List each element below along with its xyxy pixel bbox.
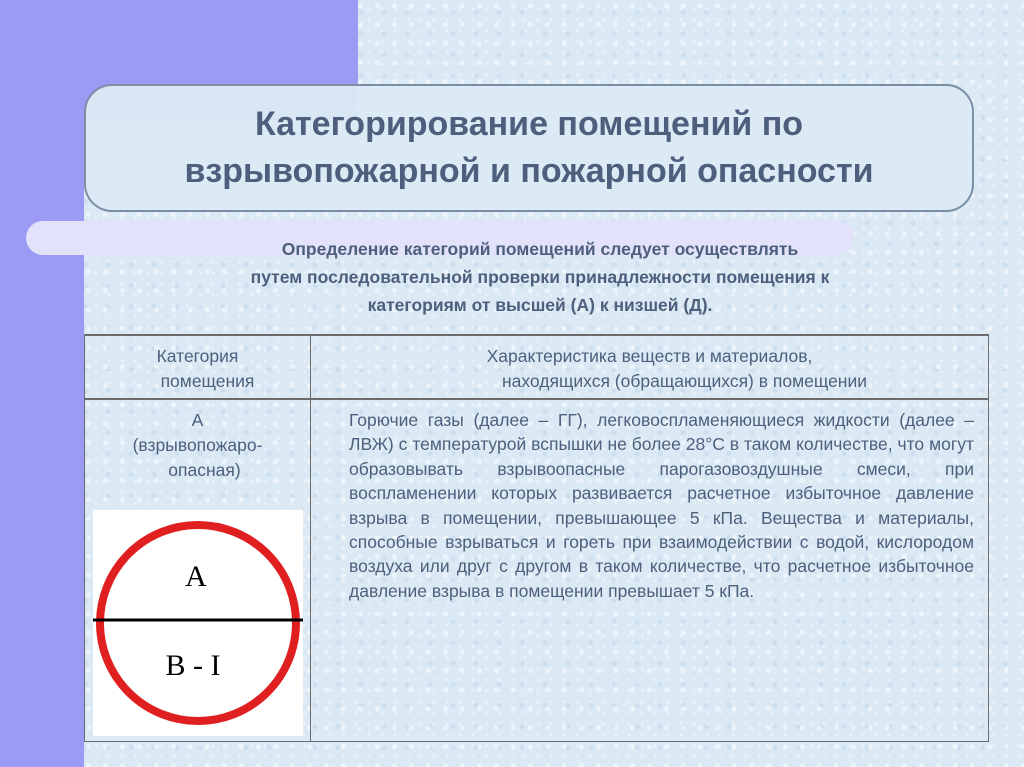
slide-title — [184, 101, 873, 195]
slide-title-line-1: Категорирование помещений по — [254, 105, 804, 143]
header-category-line-1: Категория — [156, 346, 239, 366]
category-letter: А — [191, 410, 204, 430]
sign-bottom-label: В - I — [165, 649, 221, 682]
intro-line-3: категориям от высшей (А) к низшей (Д). — [367, 295, 713, 315]
header-category-line-2: помещения — [160, 371, 255, 391]
category-subtitle-line-1: (взрывопожаро- — [132, 435, 263, 455]
category-circle-icon — [93, 510, 303, 736]
left-decor-band — [0, 0, 84, 767]
sign-circle — [100, 525, 296, 721]
category-table — [84, 334, 989, 742]
sign-top-label: А — [185, 560, 207, 593]
table-row — [85, 399, 989, 742]
intro-line-1: Определение категорий помещений следует осуществлять — [281, 239, 799, 259]
slide-title-line-2: взрывопожарной и пожарной опасности — [184, 152, 874, 190]
header-desc-line-2: находящихся (обращающихся) в помещении — [501, 371, 868, 391]
category-subtitle — [85, 433, 310, 483]
header-description — [311, 335, 989, 399]
category-sign-diagram — [93, 510, 303, 736]
intro-text — [120, 235, 960, 319]
category-cell — [85, 399, 311, 742]
category-subtitle-line-2: опасная) — [168, 460, 241, 480]
description-text: Горючие газы (далее – ГГ), легковоспламеняющиеся жидкости (далее – ЛВЖ) с температурой вспышки не более 28°С в таком количестве, что могут образовывать взрывоопасные парогазовоздушные смеси, при воспламенении которых развивается расчетное избыточное давление взрыва в помещении, превышающее 5 кПа. Вещества и материалы, способные взрываться и гореть при взаимодействии с водой, кислородом воздуха или друг с другом в таком количестве, что расчетное избыточное давление взрыва в помещении превышает 5 кПа. — [349, 410, 974, 601]
title-box — [84, 84, 974, 212]
header-desc-line-1: Характеристика веществ и материалов, — [486, 346, 813, 366]
table-header-row — [85, 335, 989, 399]
description-cell — [311, 399, 989, 742]
header-category — [85, 335, 311, 399]
intro-line-2: путем последовательной проверки принадлежности помещения к — [250, 267, 830, 287]
